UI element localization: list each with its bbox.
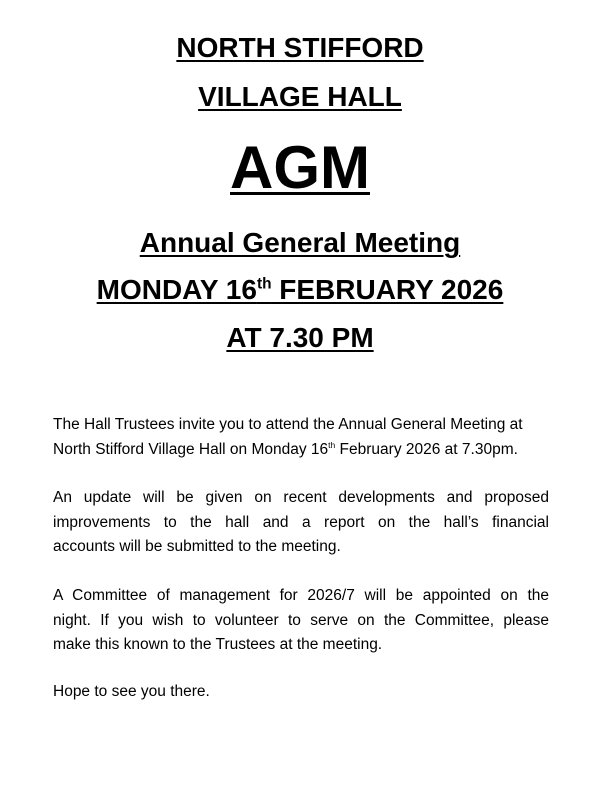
invitation-line-1: The Hall Trustees invite you to attend the Annual General Meeting at	[53, 416, 523, 433]
update-paragraph	[53, 486, 549, 560]
update-line-3: accounts will be submitted to the meeting.	[53, 538, 341, 555]
subtitle	[0, 225, 600, 261]
invitation-line-2	[53, 438, 549, 463]
closing-line: Hope to see you there.	[53, 683, 210, 700]
committee-line-1: A Committee of management for 2026/7 will be appointed on the	[53, 587, 549, 604]
meeting-date-prefix: MONDAY 16	[96, 274, 257, 305]
meeting-date-ordinal: th	[256, 275, 272, 293]
meeting-date-suffix: FEBRUARY 2026	[271, 274, 504, 305]
committee-paragraph	[53, 584, 549, 658]
org-name-line2	[0, 79, 600, 115]
org-name-line1-text: NORTH STIFFORD	[176, 32, 424, 63]
invitation-line-2-end: February 2026 at 7.30pm.	[335, 440, 518, 458]
subtitle-text: Annual General Meeting	[139, 227, 461, 258]
page-title	[0, 135, 600, 201]
closing-paragraph	[53, 680, 549, 705]
invitation-line-2-ordinal: th	[328, 439, 336, 450]
org-name-line1	[0, 30, 600, 66]
update-line-2: improvements to the hall and a report on the hall’s financial	[53, 513, 549, 531]
page-title-text: AGM	[230, 134, 370, 201]
invitation-line-2-start: North Stifford Village Hall on Monday 16	[53, 440, 329, 458]
org-name-line2-text: VILLAGE HALL	[198, 81, 402, 112]
committee-line-3: make this known to the Trustees at the meeting.	[53, 636, 383, 653]
meeting-time-text: AT 7.30 PM	[226, 322, 374, 353]
update-line-1: An update will be given on recent developments and proposed	[53, 489, 549, 506]
meeting-time	[0, 320, 600, 356]
meeting-date	[0, 272, 600, 308]
invitation-paragraph	[53, 413, 549, 462]
committee-line-2: night. If you wish to volunteer to serve on the Committee, please	[53, 611, 549, 629]
meeting-date-text	[97, 274, 504, 305]
